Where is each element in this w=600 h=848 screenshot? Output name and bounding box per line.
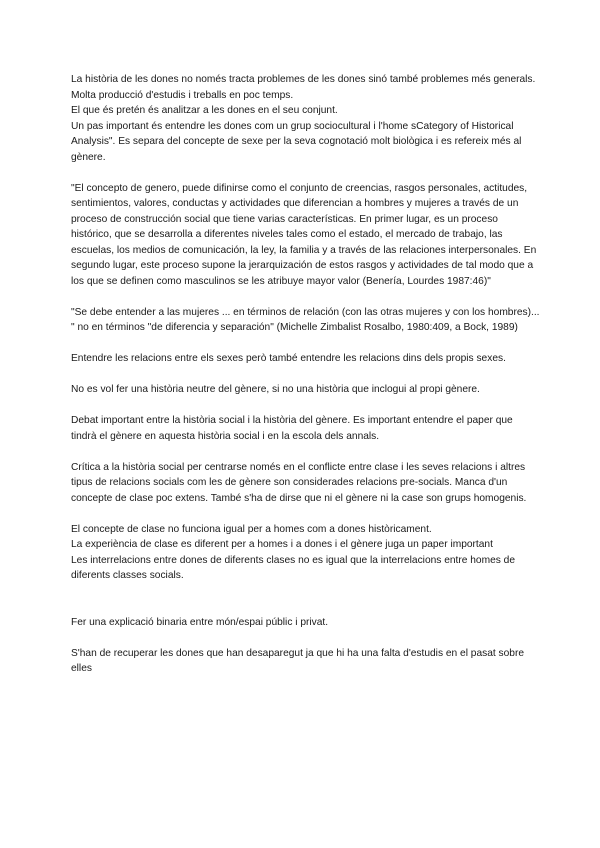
- intro-line-4: Un pas important és entendre les dones com un grup sociocultural i l'home sCategory of Historical Analysis". Es separa del concepte de sexe per la seva cognotació molt biològica i es refereix més al gènere.: [71, 120, 522, 163]
- intro-line-3: El que és pretén és analitzar a les dones en el seu conjunt.: [71, 105, 338, 116]
- paragraph-recover: S'han de recuperar les dones que han desaparegut ja que hi ha una falta d'estudis en el pasat sobre elles: [71, 647, 525, 674]
- spacer: [71, 367, 541, 383]
- paragraph-binary: Fer una explicació binaria entre món/espai públic i privat.: [71, 616, 329, 628]
- spacer: [71, 584, 541, 615]
- paragraph-debate: Debat important entre la història social i la història del gènere. Es important entendre el paper que tindrà el gènere en aquesta història social i en la escola dels annals.: [71, 415, 513, 442]
- class-line-1: El concepte de clase no funciona igual per a homes com a dones històricament.: [71, 523, 432, 535]
- spacer: [71, 444, 541, 460]
- quote-benería: "El concepto de genero, puede difinirse como el conjunto de creencias, rasgos personales, actitudes, sentimientos, valores, conductas y actividades que diferencian a hombres y mujeres a través de un proceso de construcción social que tiene varias características. En primer lugar, es un proceso histórico, que se desarrolla a diferentes niveles tales como el estado, el mercado de trabajo, las escuelas, los medios de comunicación, la ley, la familia y a través de las relaciones interpersonales. En segundo lugar, este proceso supone la jerarquización de estos rasgos y actividades de tal modo que a los que se definen como masculinos se les atribuye mayor valor (Benería, Lourdes 1987:46)": [71, 182, 537, 287]
- paragraph-critique: Crítica a la història social per centrarse només en el conflicte entre clase i les seves relacions i altres tipus de relacions socials com les de gènere son considerades relacions pre-socials. Manca d'un concepte de clase poc extens. També s'ha de dirse que ni el gènere ni la case son grups homogenis.: [71, 461, 527, 504]
- document-page: [71, 72, 541, 677]
- paragraph-relations: Entendre les relacions entre els sexes però també entendre les relacions dins dels propis sexes.: [71, 353, 506, 364]
- spacer: [71, 398, 541, 414]
- intro-line-1: La història de les dones no només tracta problemes de les dones sinó també problemes més generals.: [71, 74, 536, 85]
- paragraph-neutral-history: No es vol fer una història neutre del gènere, si no una història que inclogui al propi gènere.: [71, 384, 480, 395]
- spacer: [71, 165, 541, 181]
- intro-line-2: Molta producció d'estudis i treballs en poc temps.: [71, 89, 294, 101]
- spacer: [71, 336, 541, 352]
- spacer: [71, 506, 541, 522]
- spacer: [71, 630, 541, 646]
- class-line-3: Les interrelacions entre dones de diferents clases no es igual que la interrelacions entre homes de diferents classes socials.: [71, 554, 515, 581]
- quote-zimbalist: "Se debe entender a las mujeres ... en términos de relación (con las otras mujeres y con los hombres)... " no en términos "de diferencia y separación" (Michelle Zimbalist Rosalbo, 1980:409, a Bock, 1989): [71, 306, 540, 333]
- spacer: [71, 289, 541, 305]
- class-line-2: La experiència de clase es diferent per a homes i a dones i el gènere juga un paper important: [71, 539, 493, 550]
